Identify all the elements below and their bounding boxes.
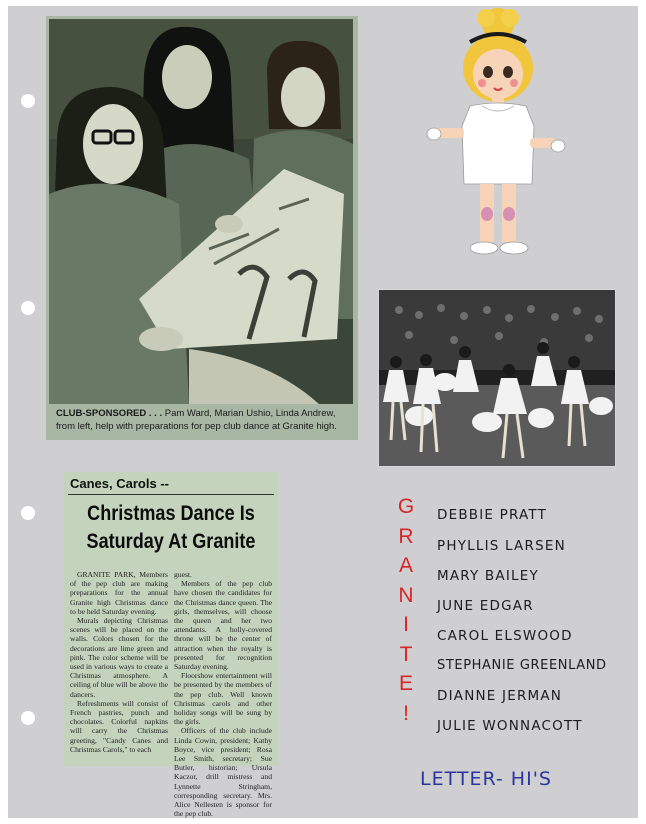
paper-doll-cutout: [426, 6, 566, 262]
name-entry: STEPHANIE GREENLAND: [437, 658, 607, 673]
newspaper-photo-clipping: [46, 16, 358, 440]
article-paragraph: Floorshow entertainment will be presented by the members of the pep club. Well known Christmas carols and other holiday songs will be sung by the girls.: [174, 671, 272, 727]
binder-hole: [21, 94, 35, 108]
dance-performance-photo: [378, 289, 616, 467]
vertical-letter: I: [403, 613, 409, 636]
caption-lead: CLUB-SPONSORED . . .: [56, 408, 163, 419]
photo-of-three-girls-with-poster: [49, 19, 353, 404]
name-entry: CAROL ELSWOOD: [437, 628, 573, 644]
name-entry: DEBBIE PRATT: [437, 507, 548, 523]
vertical-letter: R: [398, 524, 414, 548]
vertical-letter: E: [398, 672, 413, 695]
vertical-letter: N: [398, 583, 414, 607]
article-column-1: [70, 570, 168, 754]
name-entry: DIANNE JERMAN: [437, 688, 563, 704]
vertical-letter: !: [403, 701, 409, 725]
pep-club-photo: [49, 19, 353, 404]
binder-hole: [21, 506, 35, 520]
article-kicker: Canes, Carols --: [70, 476, 169, 491]
vertical-letter: G: [397, 495, 415, 518]
article-headline: [82, 500, 259, 556]
vertical-letter: A: [398, 554, 413, 577]
doll-illustration: [426, 6, 566, 262]
article-paragraph: Members of the pep club have chosen the candidates for the Christmas dance queen. The girls, themselves, will choose the queen and her two attendants. A holly-covered throne will be the center of attraction when the royalty is presented for recognition Saturday evening.: [174, 579, 272, 672]
name-entry: MARY BAILEY: [437, 568, 539, 584]
photo-caption: [56, 407, 352, 433]
newspaper-article: [64, 472, 278, 819]
letter-his-caption: LETTER- HI'S: [420, 768, 552, 790]
name-entry: JUNE EDGAR: [437, 598, 534, 614]
caption-body: Pam Ward, Marian Ushio, Linda Andrew, from left, help with preparations for pep club dance at Granite high.: [56, 408, 337, 432]
article-paragraph: Officers of the club include Linda Cowin, president; Kathy Boyce, vice president; Rosa Lee Smith, secretary; Sue Butler, historian; Ursula Kaczor, drill mistress and Lynnette Stringham, corresponding secretary. Mrs. Alice Nellesten is sponsor for the pep club.: [174, 726, 272, 819]
article-paragraph: guest.: [174, 570, 192, 579]
vertical-letter: T: [399, 642, 413, 666]
article-paragraph: GRANITE PARK, Members of the pep club are making preparations for the annual Granite high Christmas dance to be held Saturday evening.: [70, 570, 168, 616]
kicker-rule: [68, 494, 274, 495]
granite-vertical-word: [396, 492, 416, 728]
name-entry: PHYLLIS LARSEN: [437, 538, 566, 554]
headline-line-1: Christmas Dance Is: [87, 502, 255, 525]
article-paragraph: Refreshments will consist of French pastries, punch and chocolates. Colorful napkins will carry the Christmas greeting, "Candy Canes and Christmas Carols," to each: [70, 698, 168, 754]
dancers-in-gym-photo: [379, 290, 615, 466]
headline-line-2: Saturday At Granite: [86, 530, 256, 553]
binder-hole: [21, 301, 35, 315]
binder-hole: [21, 711, 35, 725]
article-column-2: [174, 570, 272, 818]
article-paragraph: Murals depicting Christmas scenes will be placed on the walls. Colors chosen for the decorations are lime green and pink. The color scheme will be used in various ways to create a Christmas atmosphere. A ceiling of blue will be above the dancers.: [70, 616, 168, 699]
name-entry: JULIE WONNACOTT: [437, 718, 583, 734]
